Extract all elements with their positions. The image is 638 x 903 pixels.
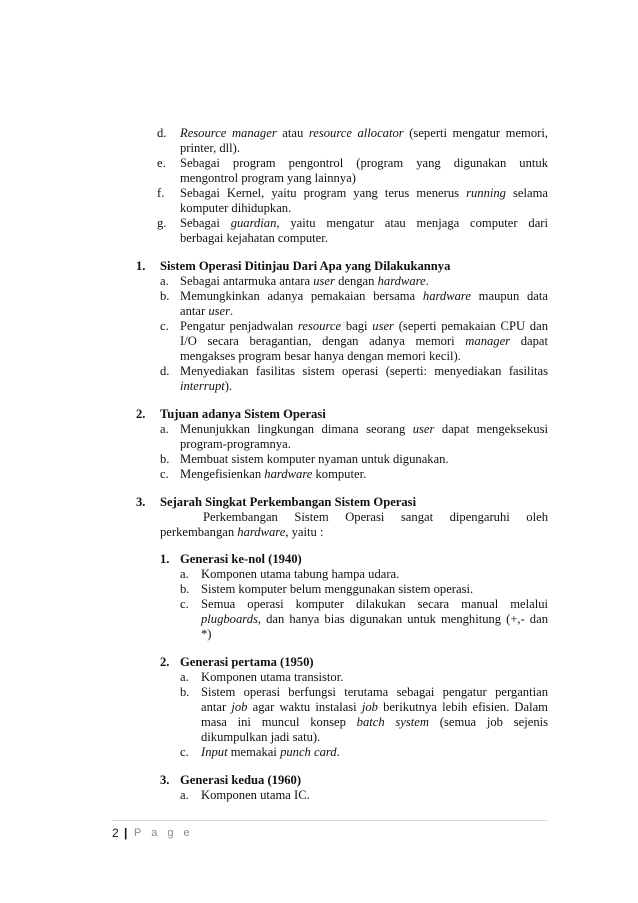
- list-marker: d.: [157, 126, 167, 140]
- generation-number: 3.: [160, 773, 170, 787]
- list-item-line: Komponen utama tabung hampa udara.: [201, 567, 400, 581]
- section-number: 2.: [136, 407, 146, 421]
- section-heading: Sistem Operasi Ditinjau Dari Apa yang Dilakukannya: [160, 259, 451, 273]
- list-item-line: Komponen utama transistor.: [201, 670, 344, 684]
- list-item-line: Sebagai guardian, yaitu mengatur atau menjaga computer dari: [180, 216, 548, 230]
- generation-title: Generasi pertama (1950): [180, 655, 314, 669]
- list-item-line: Sistem komputer belum menggunakan sistem operasi.: [201, 582, 474, 596]
- list-item-line: printer, dll).: [180, 141, 240, 155]
- list-item-line: program-programnya.: [180, 437, 291, 451]
- list-marker: d.: [160, 364, 170, 378]
- list-item-line: interrupt).: [180, 379, 233, 393]
- section-number: 1.: [136, 259, 146, 273]
- list-item-line: Resource manager atau resource allocator (seperti mengatur memori,: [180, 126, 548, 140]
- generation-title: Generasi kedua (1960): [180, 773, 302, 787]
- section-heading: Sejarah Singkat Perkembangan Sistem Operasi: [160, 495, 417, 509]
- list-item-line: masa ini muncul konsep batch system (semua job sejenis: [201, 715, 549, 729]
- list-item-line: Input memakai punch card.: [201, 745, 340, 759]
- list-marker: b.: [160, 289, 170, 303]
- list-item-line: antar job agar waktu instalasi job berikutnya lebih efisien. Dalam: [201, 700, 548, 714]
- section-number: 3.: [136, 495, 146, 509]
- generation-number: 1.: [160, 552, 170, 566]
- list-marker: a.: [180, 788, 189, 802]
- list-marker: c.: [160, 467, 169, 481]
- list-item-line: Semua operasi komputer dilakukan secara manual melalui: [201, 597, 548, 611]
- list-item-line: Mengefisienkan hardware komputer.: [180, 467, 367, 481]
- list-marker: e.: [157, 156, 166, 170]
- page-number: 2: [112, 826, 119, 840]
- list-marker: c.: [180, 745, 189, 759]
- list-item-line: *): [201, 627, 212, 641]
- list-marker: b.: [180, 582, 190, 596]
- list-item-line: Sebagai antarmuka antara user dengan hardware.: [180, 274, 429, 288]
- list-item-line: I/O secara beragantian, dengan adanya memori manager dapat: [180, 334, 549, 348]
- list-marker: f.: [157, 186, 165, 200]
- section-heading: Tujuan adanya Sistem Operasi: [160, 407, 326, 421]
- list-item-line: antar user.: [180, 304, 234, 318]
- footer-divider: [112, 820, 548, 821]
- list-item-line: Membuat sistem komputer nyaman untuk digunakan.: [180, 452, 449, 466]
- list-marker: a.: [160, 274, 169, 288]
- list-item-line: berbagai kejahatan computer.: [180, 231, 328, 245]
- list-marker: c.: [180, 597, 189, 611]
- paragraph-line: Perkembangan Sistem Operasi sangat dipengaruhi oleh: [203, 510, 548, 524]
- list-item-line: Sistem operasi berfungsi terutama sebagai pengatur pergantian: [201, 685, 548, 699]
- list-item-line: Komponen utama IC.: [201, 788, 310, 802]
- paragraph-line: perkembangan hardware, yaitu :: [160, 525, 324, 539]
- list-item-line: plugboards, dan hanya bias digunakan untuk menghitung (+,- dan: [201, 612, 548, 626]
- list-marker: b.: [180, 685, 190, 699]
- list-marker: c.: [160, 319, 169, 333]
- list-item-line: mengakses program besar hanya dengan memori kecil).: [180, 349, 461, 363]
- list-item-line: Memungkinkan adanya pemakaian bersama hardware maupun data: [180, 289, 548, 303]
- generation-title: Generasi ke-nol (1940): [180, 552, 302, 566]
- list-item-line: mengontrol program yang lainnya): [180, 171, 356, 185]
- generation-number: 2.: [160, 655, 170, 669]
- list-marker: a.: [160, 422, 169, 436]
- page-label: P a g e: [134, 827, 194, 839]
- list-item-line: Sebagai Kernel, yaitu program yang terus menerus running selama: [180, 186, 548, 200]
- list-item-line: Menunjukkan lingkungan dimana seorang user dapat mengeksekusi: [180, 422, 548, 436]
- list-item-line: Menyediakan fasilitas sistem operasi (seperti: menyediakan fasilitas: [180, 364, 548, 378]
- list-item-line: Pengatur penjadwalan resource bagi user (seperti pemakaian CPU dan: [180, 319, 548, 333]
- list-marker: g.: [157, 216, 167, 230]
- list-marker: a.: [180, 567, 189, 581]
- list-marker: b.: [160, 452, 170, 466]
- list-item-line: dikumpulkan jadi satu).: [201, 730, 321, 744]
- list-item-line: Sebagai program pengontrol (program yang digunakan untuk: [180, 156, 548, 170]
- list-marker: a.: [180, 670, 189, 684]
- list-item-line: komputer dihidupkan.: [180, 201, 292, 215]
- page-separator: |: [124, 826, 128, 840]
